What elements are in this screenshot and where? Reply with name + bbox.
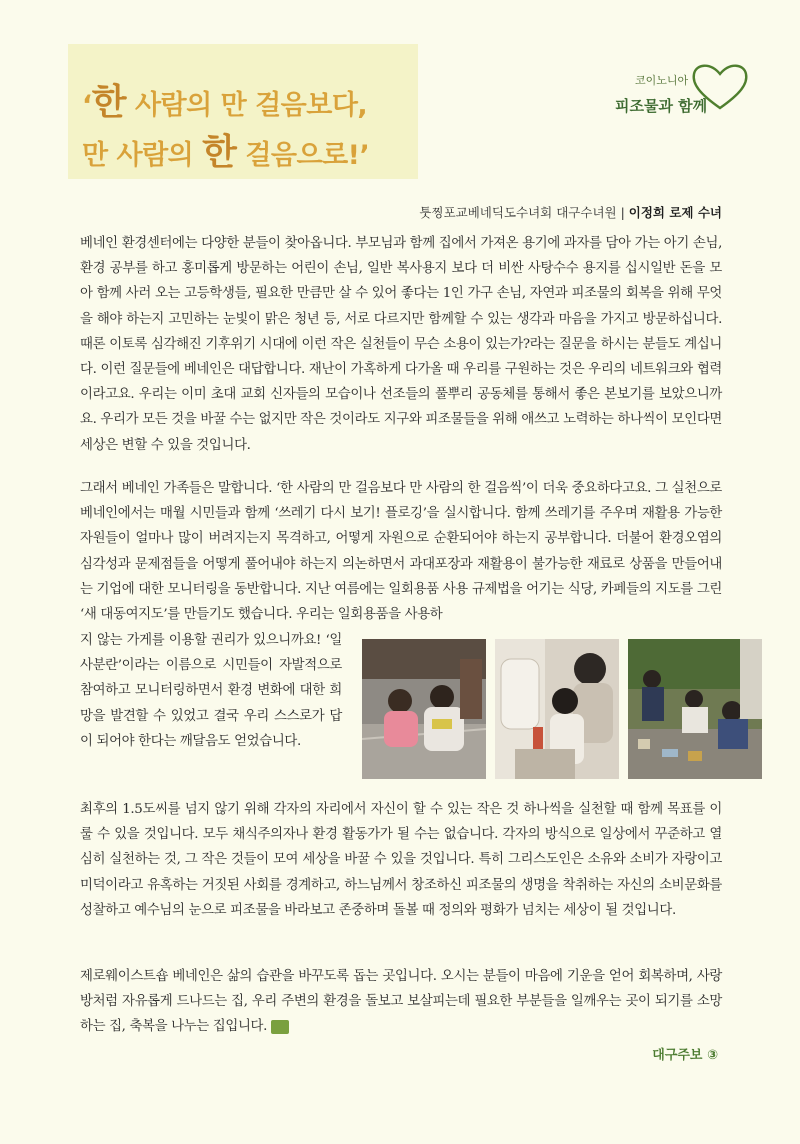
title-line-1 <box>82 74 367 125</box>
photo-strip <box>362 639 762 779</box>
paragraph-4-text: 제로웨이스트숍 베네인은 삶의 습관을 바꾸도록 돕는 곳입니다. 오시는 분들이 마음에 기운을 얻어 회복하며, 사랑방처럼 자유롭게 드나드는 집, 우리 주변의 환경을 돌보고 보살피는데 필요한 부분들을 일깨우는 곳이 되기를 소망하는 집, 축복을 나누는 집입니다. <box>80 969 722 1035</box>
author-org: 툿찡포교베네딕도수녀회 대구수녀원 | <box>419 205 629 220</box>
paragraph-2-continued: 지 않는 가게를 이용할 권리가 있으니까요! ‘일사분란’이라는 이름으로 시민들이 자발적으로 참여하고 모니터링하면서 환경 변화에 대한 희망을 발견할 수 있었고 결국 우리 스스로가 답이 되어야 한다는 깨달음도 얻었습니다. <box>80 633 342 749</box>
photo-plogging-sorting <box>628 639 762 779</box>
logo-subtitle: 코이노니아 <box>635 74 689 87</box>
author-line <box>419 203 722 221</box>
paragraph-4 <box>80 964 722 1040</box>
photo-children-drawing <box>362 639 486 779</box>
title-line-1-text: 사람의 만 걸음보다, <box>126 90 368 121</box>
paragraph-1: 베네인 환경센터에는 다양한 분들이 찾아옵니다. 부모님과 함께 집에서 가져온 용기에 과자를 담아 가는 아기 손님, 환경 공부를 하고 홍미롭게 방문하는 어린이 손님, 일반 복사용지 보다 더 비싼 사탕수수 용지를 십시일반 돈을 모아 함께 사러 오는 고등학생들, 필요한 만큼만 살 수 있어 좋다는 1인 가구 손님, 자연과 피조물의 회복을 위해 무엇을 해야 하는지 고민하는 눈빛이 맑은 청년 등, 서로 다르지만 함께할 수 있는 생각과 마음을 가지고 방문하십니다. 때론 이토록 심각해진 기후위기 시대에 이런 작은 실천들이 무슨 소용이 있는가?라는 질문을 하시는 분들도 계십니다. 이런 질문들에 베네인은 대답합니다. 재난이 가혹하게 다가올 때 우리를 구원하는 것은 우리의 네트워크와 협력이라고요. 우리는 이미 초대 교회 신자들의 모습이나 선조들의 풀뿌리 공동체를 통해서 좋은 본보기를 보았으니까요. 우리가 모든 것을 바꿀 수는 없지만 작은 것이라도 지구와 피조물들을 위해 애쓰고 노력하는 하나씩이 모인다면 세상은 변할 수 있을 것입니다. <box>80 236 722 453</box>
title-line-2-pre: 만 사람의 <box>82 140 203 171</box>
photo-refill-station <box>495 639 619 779</box>
column-logo <box>615 60 750 130</box>
end-mark-icon <box>271 1020 289 1034</box>
page-footer: 대구주보 ③ <box>652 1048 718 1063</box>
title-quote: ‘ <box>82 90 92 121</box>
logo-title: 피조물과 함께 <box>615 97 708 115</box>
title-box <box>68 44 418 179</box>
author-name: 이정희 로제 수녀 <box>628 205 722 220</box>
title-line-2-text: 걸음으로!’ <box>236 140 370 171</box>
title-emphasis-1: 한 <box>91 82 127 123</box>
title-emphasis-2: 한 <box>202 132 237 173</box>
paragraph-2: 그래서 베네인 가족들은 말합니다. ‘한 사람의 만 걸음보다 만 사람의 한 걸음씩’이 더욱 중요하다고요. 그 실천으로 베네인에서는 매월 시민들과 함께 ‘쓰레기 다시 보기! 플로깅’을 실시합니다. 함께 쓰레기를 주우며 재활용 가능한 자원들이 얼마나 많이 버려지는지 목격하고, 어떻게 자원으로 순환되어야 하는지 공부합니다. 더불어 환경오염의 심각성과 문제점들을 어떻게 풀어내야 하는지 의논하면서 과대포장과 재활용이 불가능한 재료로 상품을 만들어내는 기업에 대한 모니터링을 동반합니다. 지난 여름에는 일회용품 사용 규제법을 어기는 식당, 카페들의 지도를 그린 ‘새 대동여지도’를 만들기도 했습니다. 우리는 일회용품을 사용하 <box>80 481 722 623</box>
paragraph-3: 최후의 1.5도씨를 넘지 않기 위해 각자의 자리에서 자신이 할 수 있는 작은 것 하나씩을 실천할 때 함께 목표를 이룰 수 있을 것입니다. 모두 채식주의자나 환경 활동가가 될 수는 없습니다. 각자의 방식으로 일상에서 꾸준하고 열심히 실천하는 것, 그 작은 것들이 모여 세상을 바꿀 수 있을 것입니다. 특히 그리스도인은 소유와 소비가 자랑이고 미덕이라고 유혹하는 거짓된 사회를 경계하고, 하느님께서 창조하신 피조물의 생명을 착취하는 자신의 소비문화를 성찰하고 예수님의 눈으로 피조물을 바라보고 존중하며 돌볼 때 정의와 평화가 넘치는 세상이 될 것입니다. <box>80 802 722 918</box>
title-line-2 <box>82 124 369 175</box>
